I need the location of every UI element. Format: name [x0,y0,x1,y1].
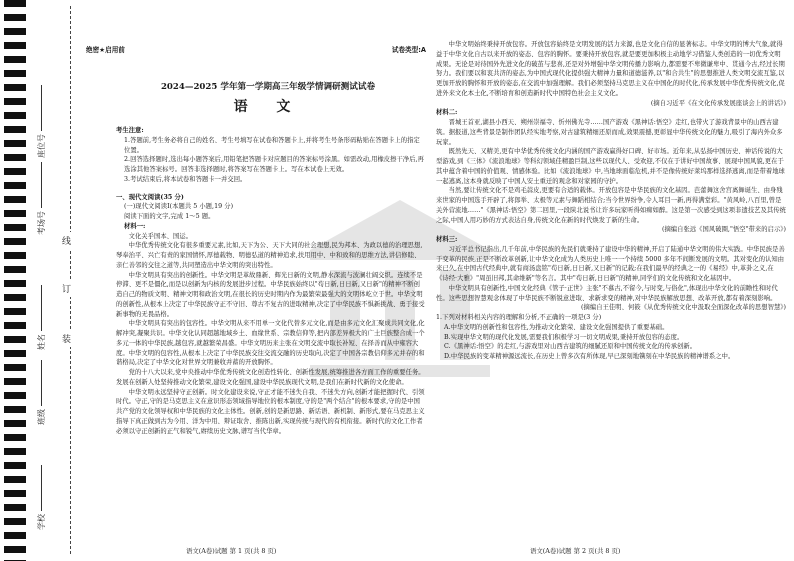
material-1-label: 材料一: [124,222,146,230]
cut-word-zhuang: 装 [62,330,71,347]
field-seat: 座位号 [36,85,47,158]
footer-right: 语文(A卷)试题 第 2 页(共 8 页) [530,547,621,555]
notice-heading: 考生注意: [116,127,144,134]
material-3-label: 材料三: [436,236,458,243]
cut-word-ding: 订 [62,280,71,297]
material-2-para-2: 既然先天、又精美,更有中华优秀传统文化内涵的国产游戏赢得好口碑、好市场。近年来,从弘扬中国历史、神话传说的大型游戏,到《三体》《流浪地球》等科幻领域佳精盈巨制,这些以现代人、受欢迎,不仅在于讲好中国故事、展现中国风貌,更在于其中蕴含着中国的价值观、情感体验。比如《流浪地球》中,当地球面临危机,并不是像传统好莱坞那样选择逃离,而是带着地球一起逃离,这本身就反映了中国人安土重迁的观念和对家园的守护。 [436,148,785,185]
material-3-para-2: 中华文明具有创新性,中国文化经典《管子·正世》主张"不慕古,不留今,与时变,与俗化",体现出中华文化的前瞻性和时代性。这些思想智慧观念体现了中华民族不断锐意进取、求新求变的精神,对中华民族解放思想、改革开放,都有着深刻影响。 [436,284,778,302]
exam-title: 2024—2025 学年第一学期高三年级学情调研测试试卷 [160,82,376,92]
material-2-label: 材料二: [436,109,458,117]
reading-instruction: 阅读下面的文字,完成 1～5 题。 [124,213,215,220]
material-2-para-3: 当然,要让传统文化不是鸡毛蒜皮,更要有合适的载体。开放包容是中华民族的文化基因。芭蕾舞这舍宫离舞诞生、由身残来世家的中国选手开辟了,将郎举、太极等元素与舞蹈相结合;当今世界纷争,令人耳目一新,再得满堂彩。"黄风岭,八百里,曾是关外营流地……"《黑神话:悟空》第二回里,一段陕北说书让许多玩家听得如痴如醉。这是第一次感受到这项非遗技艺及其传统之际,中国人用巧妙的方式表达自身,传统文化在新的时代焕发了新的生命。 [436,187,786,224]
question-1-stem: 1.下列对材料相关内容的理解和分析,不正确的一项是(3 分) [436,314,602,321]
material-3-para-1: 习近平总书记指出,几千年前,中华民族的先民们就秉持了建设中华的精神,开启了陆通中华文明的伟大实践。中华民族是善于变革的民族,正是不断改革创新,让中华文化成为人类历史上唯一一个持续 5000 多年不间断发展的文明。其对变化的认知由来已久,在中国古代经典中,就有商汤盘铭"苟日新,日日新,又日新"的记载;在我们最早的经典之一的《易经》中,革卦之义,在《诗经·大雅》"周虽旧邦,其命维新"等名言。其中"苟日新,日日新"的精神,同学们的文化传统和文化基因中。 [436,245,785,282]
section-heading: 一、现代文阅读(35 分) [116,193,184,201]
right-column [436,40,786,362]
material-1-para-6: 中华文明始终秉持开放包容。开放包容始终是文明发展的活力来源,也是文化自信的显著标志。中华文明的博大气象,就得益于中华文化自古以来开放的姿态、包容的胸怀。要秉持开放包容,就是要更加积极主动地学习借鉴人类创造的一切优秀文明成果。无论是对待国外先进文化的破茧与悲喜,还是对外增强中华文明传播力影响力,都需要不卑微谦卑中、贯通今古,经过长期努力。我们要以和衷共济的姿态,为中国式现代化提供强大精神力量和道德滋养,以"和合共生"的思想推进人类文明交流互鉴,以更加开放的胸怀和开放的姿态,在交流中加强理解。我们必须坚持马克思主义在中国化的时代化,传承发展中华优秀传统文化,促进外来文化本土化,不断培育和创造新时代中国特色社会主义文化。 [436,41,785,97]
question-1-option-b: B.实现中华文明的现代化发展,需要我们积极学习一切文明成果,秉持开放包容的态度。 [444,333,684,341]
material-2-para-1: 晋城王首亚,湖县小西天、朔州崇福寺、忻州佛光寺……国产游戏《黑神话:悟空》走红,也带火了游戏背景中的山西古建筑。据报道,这些背景是制作团队经实地考察,对古建筑精细还原而成,效果震撼,更彰显中华传统文化的魅力,吸引了海内外众多玩家。 [436,119,783,146]
field-school: 学校 [36,465,47,530]
exam-type-label: 试卷类型:A [391,46,426,54]
question-1-option-c: C.《黑神话:悟空》的走红,与游戏里对山西古建筑的细腻还原和中国传统文化的传承创新。 [444,343,697,351]
material-1-para-5: 中华文明永远坚持守正创新。时文化建设来说,守正才能不迷失自我、不迷失方向,创新才能把握时代、引领时代。守正,守的是马克思主义在意识形态领域指导地位的根本制度,守的是"两个结合"的根本要求,守的是中国共产党的文化领导权和中华民族的文化主体性。创新,创的是新思路、新话语、新机制、新形式,要在马克思主义指导下真正做到古为今用、洋为中用、辩证取舍、推陈出新,实现传统与现代的有机衔接。新时代的文化工作者必须以守正创新的正气和锐气,赓续历史文脉,谱写当代华章。 [116,388,425,435]
left-column [116,126,426,436]
binding-stripes [4,0,26,561]
field-name: 姓名 [36,285,47,350]
secret-label: 绝密★启用前 [86,46,125,54]
material-2-source: (摘编自张远《国风破圈,"悟空"带来的启示》) [661,226,786,234]
cut-word-xian: 线 [62,232,71,249]
material-1-lead: 文化关乎国本、国运。 [128,232,193,240]
notice-item-1: 1.答题前,考生务必将自己的姓名、考生号填写在试卷和答题卡上,并将考生号条形码粘贴在答题卡上的指定位置。 [124,136,420,154]
subject-title: 语 文 [233,99,303,115]
material-3-source: (摘编自王佳明、何筱《从优秀传统文化中汲取全面深化改革的思想智慧》) [581,304,786,312]
notice-item-3: 3.考试结束后,将本试卷和答题卡一并交回。 [124,175,247,183]
field-class: 班级 [36,360,47,425]
material-1-para-3: 中华文明具有突出的包容性。中华文明从来不用单一文化代替多元文化,而是由多元文化汇聚成共同文化,化解冲突,凝聚共识。中华文化认同超越地域乡土、血缘世系、宗教信仰等,把内部差异极大的广土巨族整合成一个多元一体的中华民族,越包容,就越繁荣昌盛。中华文明历来主张在文明交流中取长补短、在择善而从中雍容大度。中华文明的包容性,从根本上决定了中华民族交往交流交融的历史取向,决定了中国各宗教信仰多元并存的和谐格局,决定了中华文化对世界文明兼收并蓄的开放胸怀。 [116,320,425,367]
material-1-para-1: 中华优秀传统文化有很多重要元素,比如,天下为公、天下大同的社会理想,民为邦本、为政以德的治理思想,琴奉治平、兴亡有责的家国情怀,厚德载物、明德弘道的精神追求,扶用用中、中和致和的思维方法,讲信修睦、亲仁善邻的交往之道等,共同塑造出中华文明的突出特性。 [116,242,423,269]
notice-item-2: 2.回答选择题时,选出每小题答案后,用铅笔把答题卡对应题目的答案标号涂黑。如需改动,用橡皮擦干净后,再选涂其他答案标号。回答非选择题时,将答案写在答题卡上。写在本试卷上无效。 [124,156,424,173]
question-1-option-a: A.中华文明的创新性和包容性,为推动文化繁荣、建设文化强国提供了重要基础。 [444,323,669,331]
material-1-source: (摘自习近平《在文化传承发展座谈会上的讲话》) [650,99,786,107]
material-1-para-2: 中华文明具有突出的创新性。中华文明是革故鼎新、辉光日新的文明,静水深流与波澜壮阔交织。连续不是停滞、更不是僵化,而是以创新为内核的发展进步过程。中华民族始终以"苟日新,日日新,又日新"的精神不断创造自己的物质文明、精神文明和政治文明,在很长的历史时期内作为最繁荣最强大的文明体屹立于世。中华文明的创新性,从根本上决定了中华民族守正不守旧、尊古不复古的进取精神,决定了中华民族不惧新挑战、勇于接受新事物的无畏品格。 [116,271,425,318]
binding-margin [0,0,100,561]
subsection-heading: (一)现代文阅读Ⅰ(本题共 5 小题,19 分) [124,203,234,211]
question-1-option-d: D.中华民族的变革精神源远流长,在历史上曾多次有所体现,早已深刻地镌刻在中华民族的精神谱系之中。 [444,353,735,360]
field-exam-room: 考场号 [36,162,47,235]
footer-left: 语文(A卷)试题 第 1 页(共 8 页) [186,547,277,555]
material-1-para-4: 党的十八大以来,党中央推动中华优秀传统文化创造性转化、创新性发展,统筹推进各方面工作的重要任务。发展在创新人处坚持推动文化繁荣,建设文化强国,建设中华民族现代文明,是我们在新时代新的文化使命。 [116,369,425,386]
